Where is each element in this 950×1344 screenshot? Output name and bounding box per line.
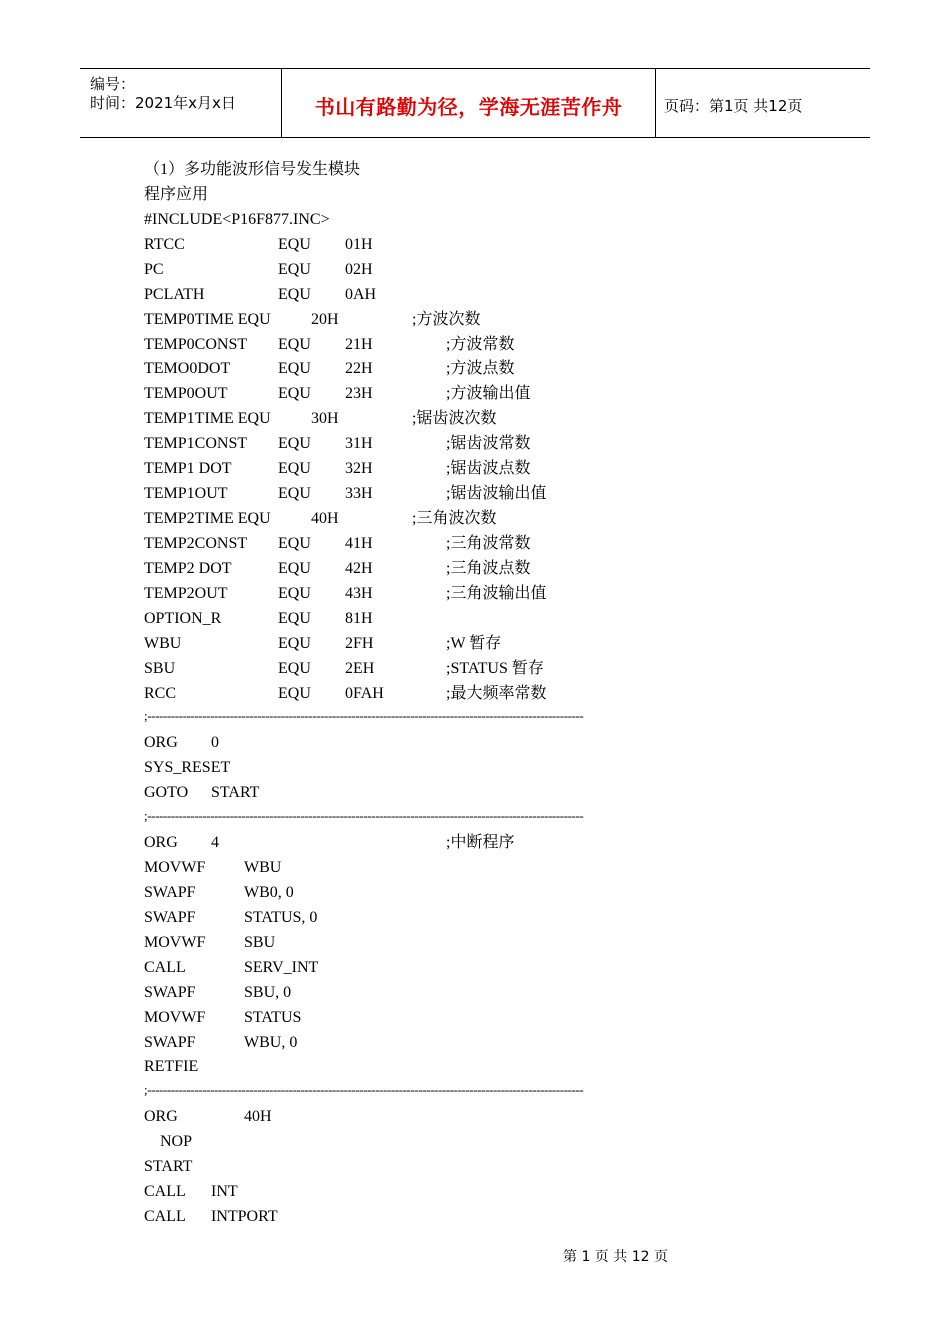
code-token: NOP bbox=[160, 1133, 193, 1151]
code-token: TEMP1CONST bbox=[144, 435, 248, 453]
code-token: SWAPF bbox=[144, 908, 196, 926]
code-token: TEMP2 DOT bbox=[144, 559, 232, 577]
code-token: ;三角波次数 bbox=[412, 510, 497, 528]
code-token: ;最大频率常数 bbox=[446, 684, 547, 702]
code-token: EQU bbox=[278, 584, 311, 602]
code-token: 40H bbox=[244, 1108, 272, 1126]
code-token: 33H bbox=[345, 485, 373, 503]
page-footer: 第 1 页 共 12 页 bbox=[563, 1249, 668, 1265]
code-token: TEMP2OUT bbox=[144, 584, 228, 602]
code-token: STATUS bbox=[244, 1008, 302, 1026]
code-token: 02H bbox=[345, 260, 373, 278]
code-token: CALL bbox=[144, 1208, 186, 1226]
code-token: TEMP0OUT bbox=[144, 385, 228, 403]
code-token: ;锯齿波次数 bbox=[412, 410, 497, 428]
code-token: GOTO bbox=[144, 784, 189, 802]
code-token: TEMP2CONST bbox=[144, 534, 248, 552]
separator-line: ;--------------------------------------------------------------------------------------------------------------- bbox=[144, 808, 584, 824]
code-token: PCLATH bbox=[144, 285, 205, 303]
code-token: WB0, 0 bbox=[244, 883, 294, 901]
separator-line: ;--------------------------------------------------------------------------------------------------------------- bbox=[144, 708, 584, 724]
code-token: EQU bbox=[278, 684, 311, 702]
code-token: 0AH bbox=[345, 285, 377, 303]
code-token: TEMP0TIME EQU bbox=[144, 310, 271, 328]
code-token: EQU bbox=[278, 335, 311, 353]
code-token: SWAPF bbox=[144, 883, 196, 901]
code-token: SBU, 0 bbox=[244, 983, 292, 1001]
code-token: SERV_INT bbox=[244, 958, 319, 976]
separator-line: ;--------------------------------------------------------------------------------------------------------------- bbox=[144, 1082, 584, 1098]
code-token: ORG bbox=[144, 734, 178, 752]
code-token: ;中断程序 bbox=[446, 834, 515, 852]
code-token: RETFIE bbox=[144, 1058, 199, 1076]
code-token: EQU bbox=[278, 360, 311, 378]
code-token: TEMP0CONST bbox=[144, 335, 248, 353]
code-token: PC bbox=[144, 260, 164, 278]
code-token: TEMP1OUT bbox=[144, 485, 228, 503]
code-token: SWAPF bbox=[144, 1033, 196, 1051]
code-token: ;三角波输出值 bbox=[446, 584, 547, 602]
code-token: 程序应用 bbox=[144, 185, 209, 203]
code-token: 21H bbox=[345, 335, 373, 353]
code-token: 30H bbox=[311, 410, 339, 428]
code-token: OPTION_R bbox=[144, 609, 222, 627]
code-token: ;三角波常数 bbox=[446, 534, 531, 552]
header-motto: 书山有路勤为径，学海无涯苦作舟 bbox=[314, 95, 623, 119]
code-token: 2EH bbox=[345, 659, 375, 677]
code-token: EQU bbox=[278, 435, 311, 453]
header-page-cell bbox=[655, 69, 870, 137]
code-token: 40H bbox=[311, 510, 339, 528]
code-token: 0FAH bbox=[345, 684, 384, 702]
code-token: EQU bbox=[278, 609, 311, 627]
code-token: ;方波常数 bbox=[446, 335, 515, 353]
code-token: INT bbox=[211, 1183, 238, 1201]
code-token: WBU bbox=[144, 634, 182, 652]
code-token: ;锯齿波输出值 bbox=[446, 485, 547, 503]
code-token: RTCC bbox=[144, 235, 185, 253]
code-token: ;方波输出值 bbox=[446, 385, 531, 403]
code-token: ;锯齿波常数 bbox=[446, 435, 531, 453]
code-token: 4 bbox=[211, 834, 219, 852]
document-date-label: 时间：2021年x月x日 bbox=[90, 94, 236, 112]
code-token: ;方波次数 bbox=[412, 310, 481, 328]
code-token: 41H bbox=[345, 534, 373, 552]
code-token: ORG bbox=[144, 834, 178, 852]
header-motto-cell bbox=[281, 69, 656, 137]
document-number-label: 编号： bbox=[90, 75, 136, 93]
code-token: EQU bbox=[278, 385, 311, 403]
code-token: ;三角波点数 bbox=[446, 559, 531, 577]
code-token: 20H bbox=[311, 310, 339, 328]
code-token: EQU bbox=[278, 485, 311, 503]
code-token: SBU bbox=[144, 659, 176, 677]
code-token: MOVWF bbox=[144, 1008, 206, 1026]
code-token: TEMP2TIME EQU bbox=[144, 510, 271, 528]
code-token: （1）多功能波形信号发生模块 bbox=[144, 161, 361, 178]
code-token: TEMP1TIME EQU bbox=[144, 410, 271, 428]
header-left-cell bbox=[80, 69, 280, 137]
code-token: MOVWF bbox=[144, 859, 206, 877]
code-token: 42H bbox=[345, 559, 373, 577]
header-table bbox=[80, 68, 870, 138]
code-token: EQU bbox=[278, 559, 311, 577]
code-token: START bbox=[144, 1158, 193, 1176]
code-token: TEMO0DOT bbox=[144, 360, 231, 378]
code-token: 0 bbox=[211, 734, 219, 752]
code-token: RCC bbox=[144, 684, 177, 702]
code-token: SYS_RESET bbox=[144, 759, 231, 777]
code-token: 01H bbox=[345, 235, 373, 253]
code-token: 22H bbox=[345, 360, 373, 378]
code-token: EQU bbox=[278, 460, 311, 478]
code-token: 23H bbox=[345, 385, 373, 403]
code-token: ;W 暂存 bbox=[446, 634, 502, 652]
code-token: WBU bbox=[244, 859, 282, 877]
code-token: 2FH bbox=[345, 634, 374, 652]
code-token: ;方波点数 bbox=[446, 360, 515, 378]
code-token: STATUS, 0 bbox=[244, 908, 318, 926]
code-token: 32H bbox=[345, 460, 373, 478]
header-page-info: 页码：第1页 共12页 bbox=[664, 97, 803, 115]
code-token: EQU bbox=[278, 659, 311, 677]
code-token: 31H bbox=[345, 435, 373, 453]
code-token: ;锯齿波点数 bbox=[446, 460, 531, 478]
code-token: ;STATUS 暂存 bbox=[446, 659, 544, 677]
code-token: EQU bbox=[278, 260, 311, 278]
code-token: 81H bbox=[345, 609, 373, 627]
code-token: INTPORT bbox=[211, 1208, 278, 1226]
code-token: EQU bbox=[278, 534, 311, 552]
code-token: #INCLUDE<P16F877.INC> bbox=[144, 210, 330, 228]
code-token: CALL bbox=[144, 1183, 186, 1201]
code-token: 43H bbox=[345, 584, 373, 602]
code-token: WBU, 0 bbox=[244, 1033, 298, 1051]
code-token: TEMP1 DOT bbox=[144, 460, 232, 478]
code-token: ORG bbox=[144, 1108, 178, 1126]
code-token: EQU bbox=[278, 634, 311, 652]
code-token: EQU bbox=[278, 285, 311, 303]
code-token: CALL bbox=[144, 958, 186, 976]
code-token: START bbox=[211, 784, 260, 802]
code-token: MOVWF bbox=[144, 933, 206, 951]
code-token: SWAPF bbox=[144, 983, 196, 1001]
code-token: EQU bbox=[278, 235, 311, 253]
code-token: SBU bbox=[244, 933, 276, 951]
